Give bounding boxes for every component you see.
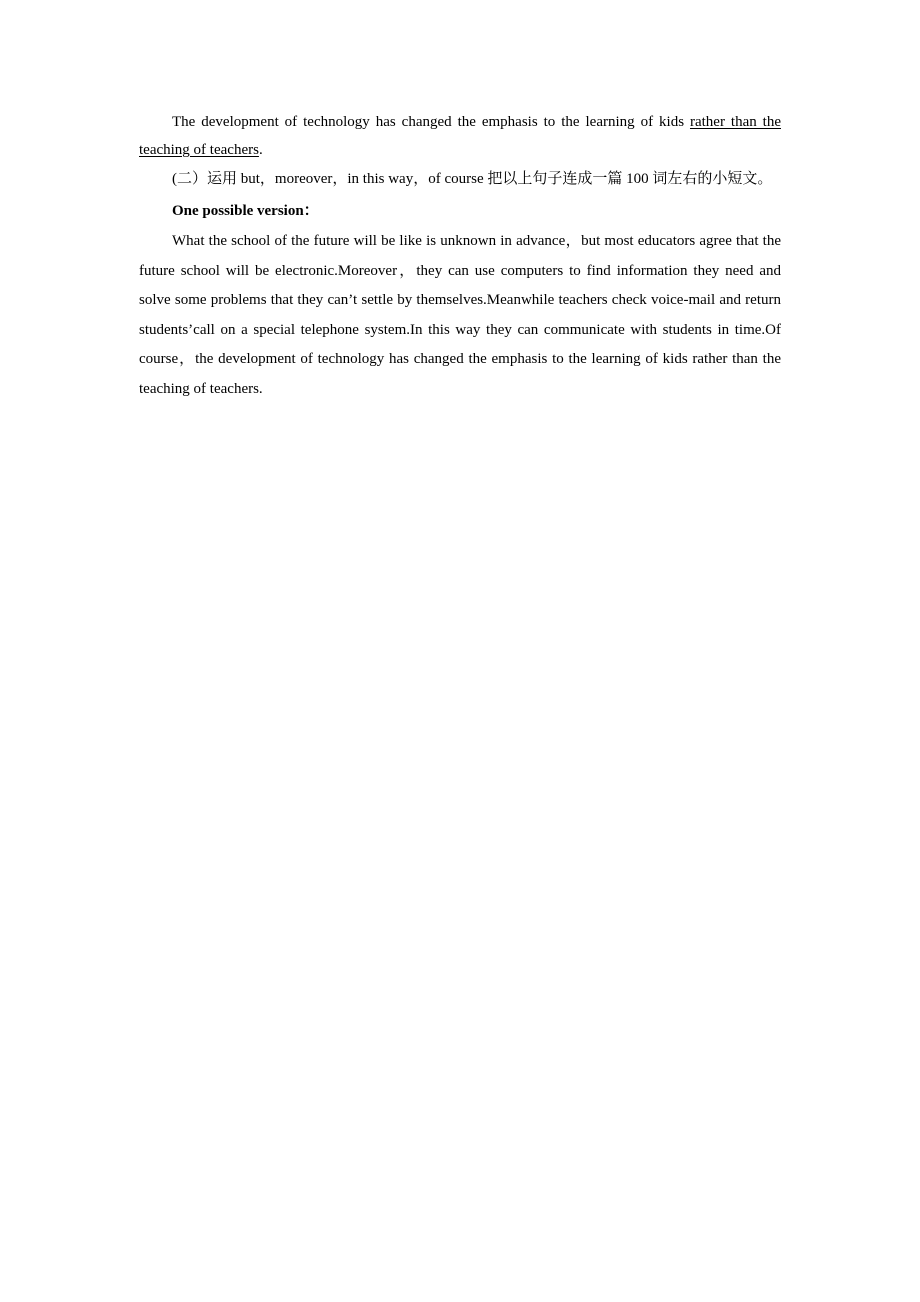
sample-essay: What the school of the future will be like is unknown in advance，but most educators agree that the future school will be electronic.Moreover，they can use computers to find information they need and solve some problems that they can’t settle by themselves.Meanwhile teachers check voice-mail and return students’call on a special telephone system.In this way they can communicate with students in time.Of course，the development of technology has changed the emphasis to the learning of kids rather than the teaching of teachers. bbox=[139, 233, 781, 397]
target-sentence bbox=[139, 108, 781, 164]
sentence-lead-text: The development of technology has changed the emphasis to the learning of kids bbox=[172, 114, 690, 130]
task-instruction: (二）运用 but，moreover，in this way，of course 把以上句子连成一篇 100 词左右的小短文。 bbox=[172, 171, 773, 187]
version-heading: One possible version： bbox=[172, 203, 319, 219]
sentence-end-punctuation: . bbox=[258, 142, 263, 158]
sentence-underlined-phrase: rather than the teaching of teachers bbox=[139, 114, 781, 158]
document-page bbox=[139, 108, 781, 405]
